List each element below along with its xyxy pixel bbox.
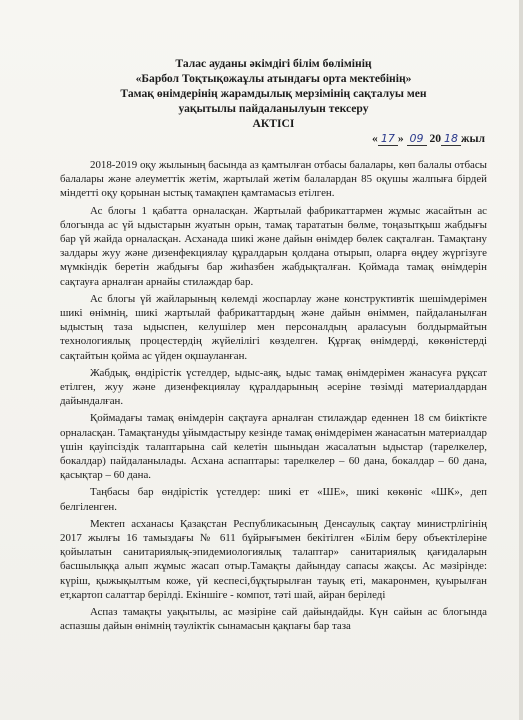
date-close-quote: » <box>397 132 404 145</box>
header-line-2: «Барбол Тоқтықожаұлы атындағы орта мектебінің» <box>135 72 412 85</box>
paragraph-7: Мектеп асханасы Қазақстан Республикасының Денсаулық сақтау министрлігінің 2017 жылғы 16 тамыздағы № 611 бұйрығымен бекітілген «Білім беру объектілеріне қойылатын санитариялық-эпидемиологиялық талаптар» санитариялық қағидаларын басшылыққа алып жұмыс жасап отыр.Тамақты дайындау сапасы жақсы. Ас мәзірінде: күріш, қыжықылтым коже, үй кеспесі,бұқтырылған тауық еті, макаронмен, қуырылған ет,картоп салаттар берілді. Екіншіге - компот, тәті шай, айран беріледі <box>60 517 487 601</box>
document-title: АКТІСІ <box>252 117 295 130</box>
paragraph-1: 2018-2019 оқу жылының басында аз қамтылған отбасы балалары, көп балалы отбасы балалары және әлеуметтік жетім, жартылай жетім балалардан 85 оқушы жалпыға бірдей міндетті оқу қорынан ыстық тамақпен қамтамасыз етілген. <box>60 159 487 200</box>
scan-edge <box>519 0 523 720</box>
header-line-4: уақытылы пайдаланылуын тексеру <box>178 102 369 115</box>
document-body <box>60 158 487 634</box>
document-date <box>60 132 485 146</box>
paragraph-3: Ас блогы үй жайларының көлемді жоспарлау және конструктивтік шешімдерімен шикі өнімнің, шикі жартылай фабрикаттардың және дайын өніммен, пайдаланылған ыдыстың таза ыдыспен, келушілер мен персоналдың араласуын болдырмайтын технологиялық процестердің жүйелілігі көзделген. Құрғақ өнімдерді, көкөністерді сақтайтын қойма ас үйден оқшауланған. <box>60 292 487 362</box>
header-line-3: Тамақ өнімдерінің жарамдылық мерзімінің сақталуы мен <box>120 87 427 100</box>
paragraph-6: Таңбасы бар өндірістік үстелдер: шикі ет «ШЕ», шикі көкөніс «ШК», деп белгіленген. <box>60 486 487 513</box>
date-month-handwritten: 09 <box>407 132 427 146</box>
date-year-handwritten: 18 <box>441 132 461 146</box>
paragraph-5: Қоймадағы тамақ өнімдерін сақтауға арналған стилаждар еденнен 18 см биіктікте орналасқан. Тамақтануды ұйымдастыру кезінде тамақ өнімдерімен жанасатын материалдар үшін қауіпсіздік талаптарына сай келетін шыныдан жасалатын ыдыстар (тарелкелер, бокалдар) пайдаланылады. Асхана аспаптары: тарелкелер – 60 дана, бокалдар – 60 дана, қасықтар – 60 дана. <box>60 412 487 482</box>
header-line-1: Талас ауданы әкімдігі білім бөлімінің <box>175 57 372 70</box>
paragraph-8: Аспаз тамақты уақытылы, ас мәзіріне сай дайындайды. Күн сайын ас блогында аспазшы дайын өнімнің тәуліктік сынамасын қақпағы бар таза <box>60 606 487 633</box>
date-open-quote: « <box>372 132 378 145</box>
paragraph-4: Жабдық, өндірістік үстелдер, ыдыс-аяқ, ыдыс тамақ өнімдерімен жанасуға рұқсат етілген, жуу және дизенфекциялау құралдарының әсеріне төзімді материалдардан дайындалған. <box>60 366 487 408</box>
date-suffix: жыл <box>461 132 485 145</box>
date-day-handwritten: 17 <box>378 132 398 146</box>
date-year-prefix: 20 <box>429 132 442 145</box>
paragraph-2: Ас блогы 1 қабатта орналасқан. Жартылай фабрикаттармен жұмыс жасайтын ас блогында ас үй ыдыстарын жуатын орын, тамақ тарататын бөлме, тоңазытқыш жабдығы бар үй жайда орналасқан. Асханада шикі және дайын өнімдер бөлек сақталған. Тамақтану залдары жуу және дизенфекциялау құралдарын қолдана отырып, оларға өңдеу жүргізуге мүмкіндік беретін жабдығы бар жиһазбен жабдықталған. Қоймада тамақ өнімдерін сақтауға арналған арнайы стилаждар бар. <box>60 204 487 288</box>
document-header <box>60 56 487 131</box>
